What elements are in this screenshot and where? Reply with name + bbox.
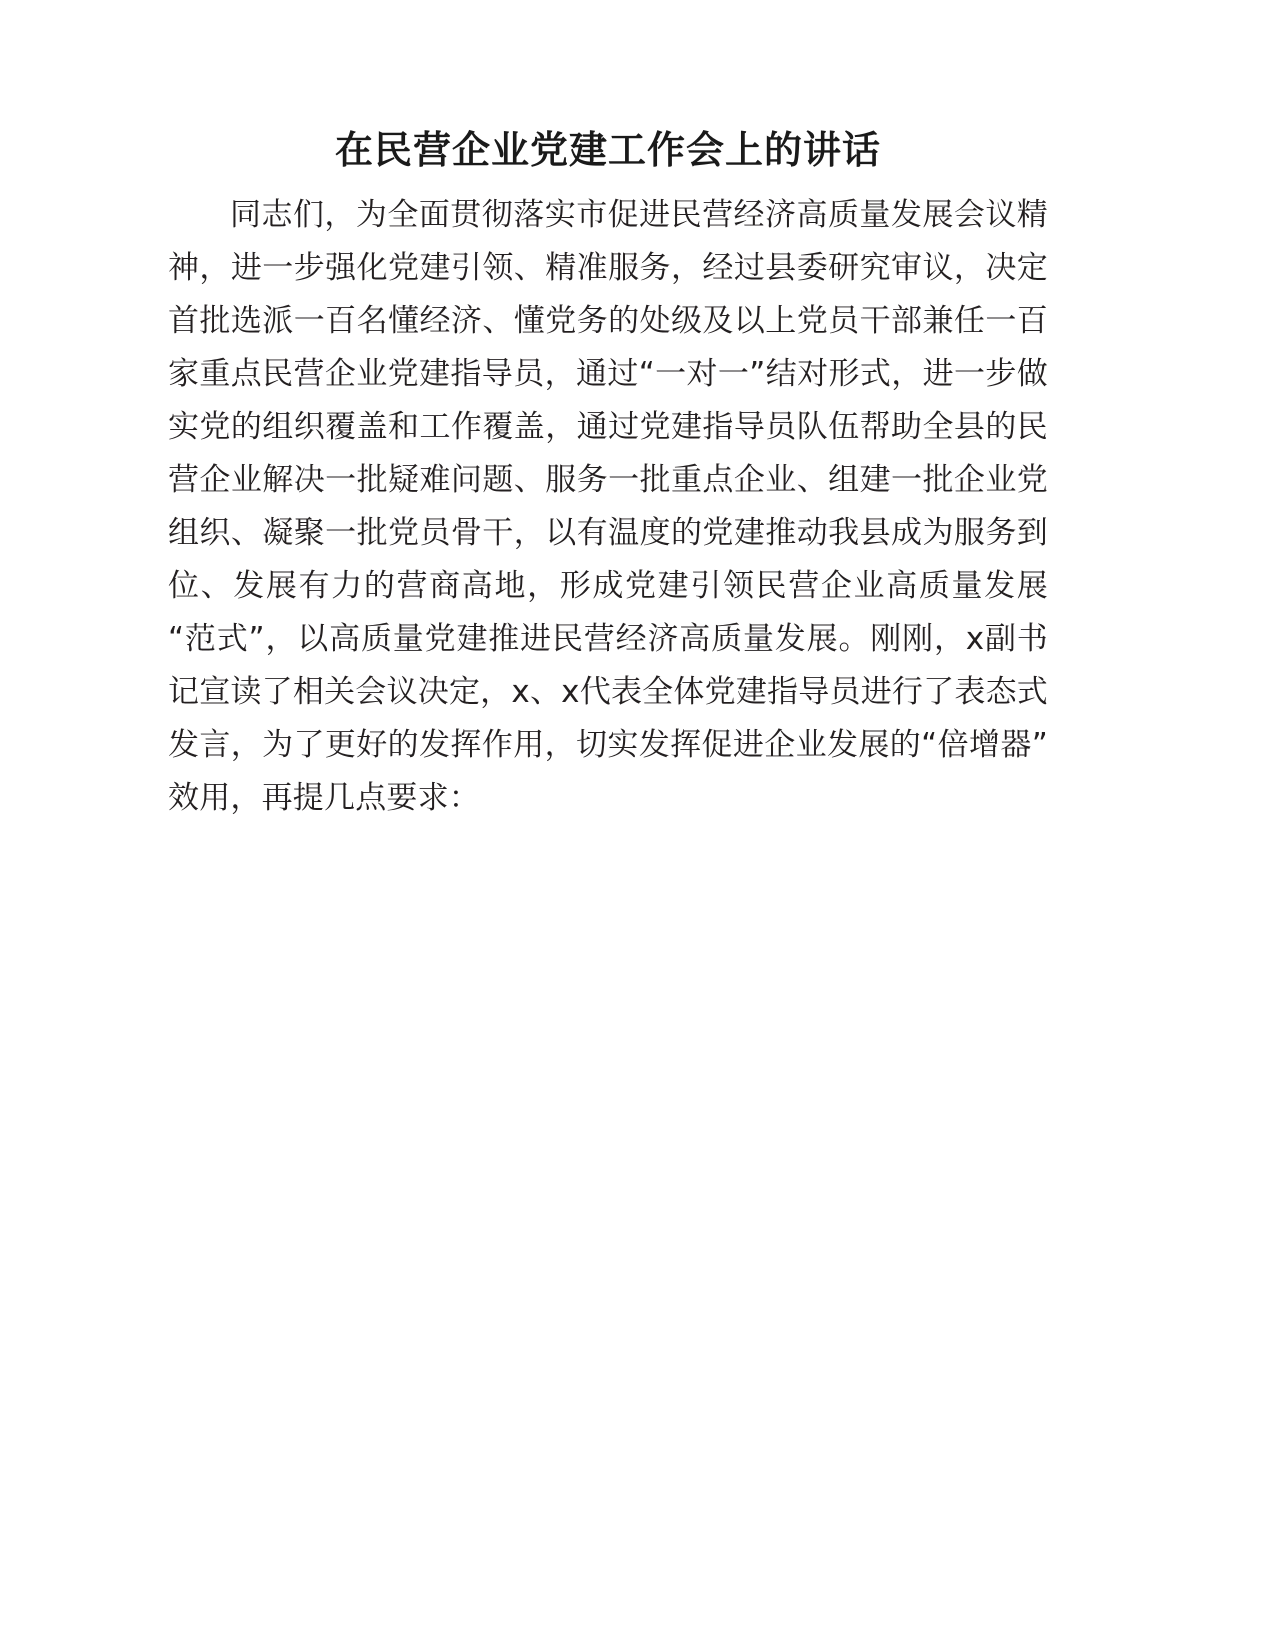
document-body bbox=[168, 126, 1048, 825]
page-title: 在民营企业党建工作会上的讲话 bbox=[334, 128, 881, 172]
body-paragraph: 同志们，为全面贯彻落实市促进民营经济高质量发展会议精神，进一步强化党建引领、精准服务，经过县委研究审议，决定首批选派一百名懂经济、懂党务的处级及以上党员干部兼任一百家重点民营企业党建指导员，通过“一对一”结对形式，进一步做实党的组织覆盖和工作覆盖，通过党建指导员队伍帮助全县的民营企业解决一批疑难问题、服务一批重点企业、组建一批企业党组织、凝聚一批党员骨干，以有温度的党建推动我县成为服务到位、发展有力的营商高地，形成党建引领民营企业高质量发展“范式”，以高质量党建推进民营经济高质量发展。刚刚，x副书记宣读了相关会议决定，x、x代表全体党建指导员进行了表态式发言，为了更好的发挥作用，切实发挥促进企业发展的“倍增器”效用，再提几点要求： bbox=[168, 197, 1048, 817]
